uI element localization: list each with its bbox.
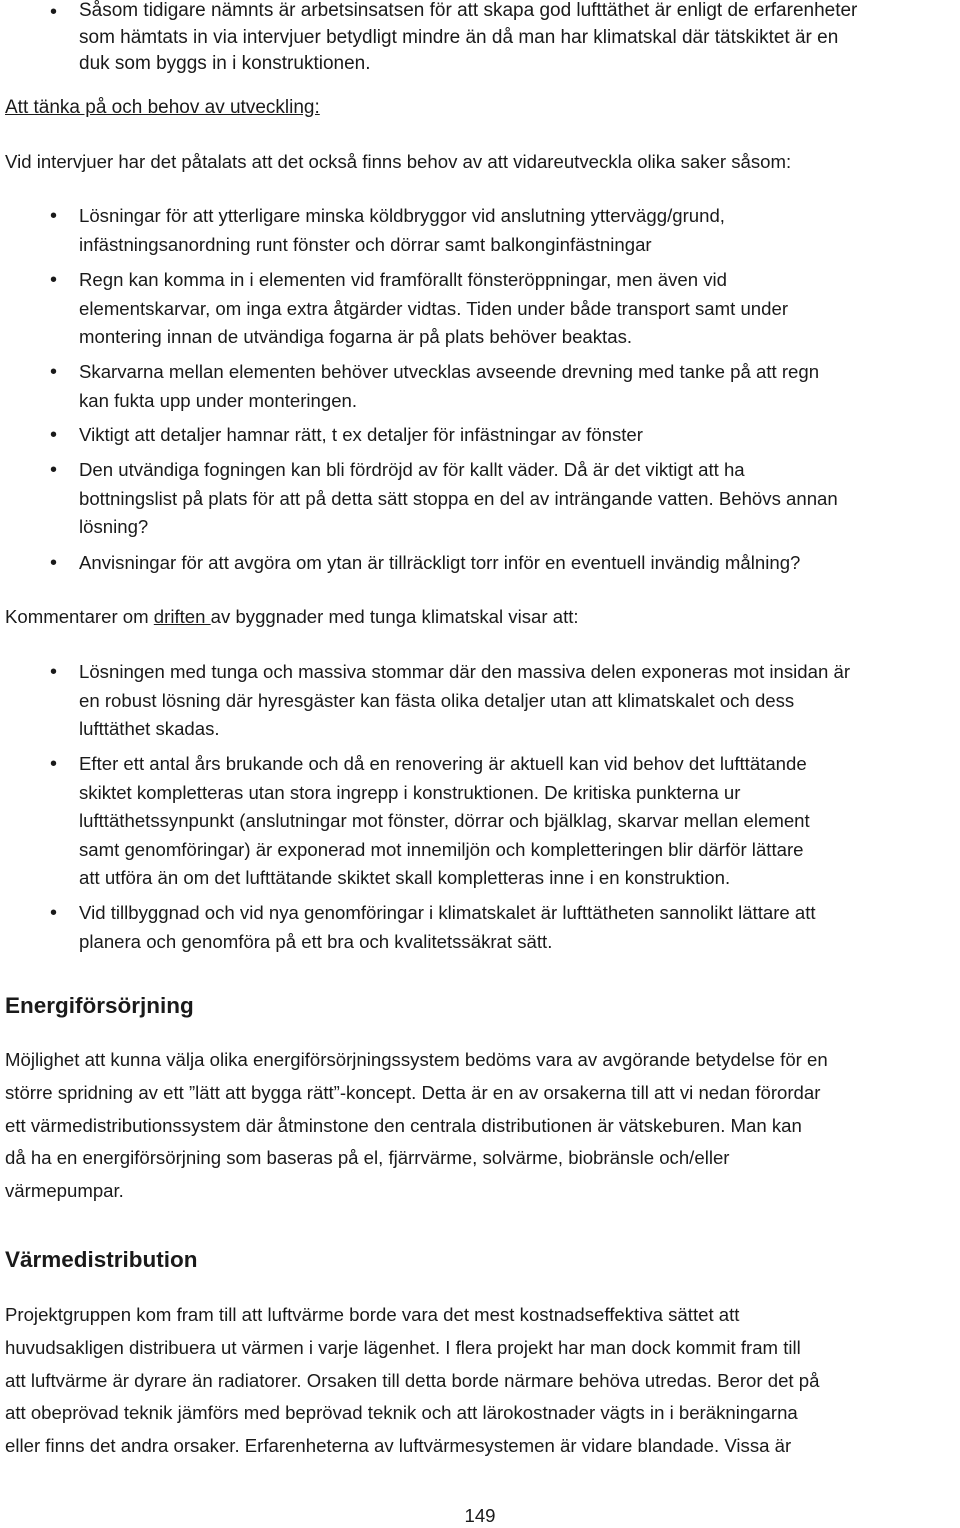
paragraph-line: Projektgruppen kom fram till att luftvärme borde vara det mest kostnadseffektiva sättet att [5, 1304, 740, 1325]
bullet-icon: • [50, 661, 58, 683]
paragraph-energi [5, 1044, 955, 1208]
paragraph-line: större spridning av ett ”lätt att bygga rätt”-koncept. Detta är en av orsakerna till att vi nedan förordar [5, 1081, 821, 1103]
bullet-icon: • [50, 753, 58, 775]
bullet-icon: • [50, 459, 58, 481]
bullet-line: Skarvarna mellan elementen behöver utvecklas avseende drevning med tanke på att regn [79, 361, 820, 382]
bullet-line: elementskarvar, om inga extra åtgärder vidtas. Tiden under både transport samt under [79, 297, 789, 319]
intro-text: Kommentarer om [5, 606, 154, 627]
bullet-line: bottningslist på plats för att på detta sätt stoppa en del av inträngande vatten. Behövs annan [79, 487, 838, 509]
intro-text: av byggnader med tunga klimatskal visar att: [210, 606, 579, 627]
bullet-line: lösning? [79, 516, 149, 537]
paragraph-line: värmepumpar. [5, 1180, 124, 1202]
bullet-icon: • [50, 424, 58, 446]
bullet-line: att utföra än om det lufttätande skiktet skall kompletteras inne i en konstruktion. [79, 867, 731, 888]
underlined-term: driften [153, 606, 211, 627]
bullet-icon: • [50, 205, 58, 227]
page-number: 149 [464, 1505, 496, 1526]
bullet-line: Anvisningar för att avgöra om ytan är tillräckligt torr inför en eventuell invändig målning? [79, 552, 801, 573]
bullet-line: planera och genomföra på ett bra och kvalitetssäkrat sätt. [79, 930, 553, 952]
intro-line: Såsom tidigare nämnts är arbetsinsatsen för att skapa god lufttäthet är enligt de erfarenheter [79, 0, 858, 21]
bullet-line: Viktigt att detaljer hamnar rätt, t ex detaljer för infästningar av fönster [79, 424, 643, 445]
paragraph-varme [5, 1299, 955, 1463]
bullet-line: Lösningar för att ytterligare minska köldbryggor vid anslutning yttervägg/grund, [79, 205, 725, 226]
paragraph-line: Möjlighet att kunna välja olika energiförsörjningssystem bedöms vara av avgörande betydelse för en [5, 1049, 828, 1070]
bullet-icon: • [50, 361, 58, 383]
bullet-line: skiktet kompletteras utan stora ingrepp i konstruktionen. De kritiska punkterna ur [79, 781, 741, 803]
section-heading-varme: Värmedistribution [5, 1247, 198, 1272]
intro-line: duk som byggs in i konstruktionen. [79, 53, 371, 74]
paragraph-line: att luftvärme är dyrare än radiatorer. Orsaken till detta borde närmare behöva utredas. Beror det på [5, 1369, 820, 1391]
bullet-line: Efter ett antal års brukande och då en renovering är aktuell kan vid behov det lufttätande [79, 753, 807, 774]
paragraph-line: då ha en energiförsörjning som baseras på el, fjärrvärme, solvärme, biobränsle och/eller [5, 1147, 730, 1169]
bullet-icon: • [50, 1, 58, 23]
paragraph-line: ett värmedistributionssystem där åtminstone den centrala distributionen är vätskeburen. Man kan [5, 1114, 802, 1136]
bullet-line: montering innan de utvändiga fogarna är på plats behöver beaktas. [79, 326, 633, 347]
paragraph-line: att obeprövad teknik jämförs med beprövad teknik och att lärokostnader vägts in i beräkningarna [5, 1402, 798, 1424]
section-heading-energi: Energiförsörjning [5, 993, 194, 1018]
bullet-icon: • [50, 552, 58, 574]
bullet-line: Regn kan komma in i elementen vid framförallt fönsteröppningar, men även vid [79, 269, 728, 290]
bullet-line: kan fukta upp under monteringen. [79, 389, 358, 411]
bullet-line: lufttäthetssynpunkt (anslutningar mot fönster, dörrar och bjälklag, skarvar mellan element [79, 810, 810, 831]
intro-line: som hämtats in via intervjuer betydligt mindre än då man har klimatskal där tätskiktet är en [79, 26, 839, 48]
bullet-line: Den utvändiga fogningen kan bli fördröjd av för kallt väder. Då är det viktigt att ha [79, 459, 745, 480]
bullet-icon: • [50, 269, 58, 291]
bullet-line: Vid tillbyggnad och vid nya genomföringar i klimatskalet är lufttätheten sannolikt lättare att [79, 902, 816, 923]
section-intro-utveckling: Vid intervjuer har det påtalats att det också finns behov av att vidareutveckla olika saker såsom: [5, 151, 792, 172]
bullet-line: en robust lösning där hyresgäster kan fästa olika detaljer utan att klimatskalet och dess [79, 689, 795, 711]
paragraph-line: huvudsakligen distribuera ut värmen i varje lägenhet. I flera projekt har man dock kommit fram till [5, 1336, 801, 1358]
bullet-line: samt genomföringar) är exponerad mot innemiljön och kompletteringen blir därför lättare [79, 838, 804, 860]
bullet-line: infästningsanordning runt fönster och dörrar samt balkonginfästningar [79, 233, 652, 255]
section-intro-driften [5, 604, 579, 630]
bullet-line: Lösningen med tunga och massiva stommar där den massiva delen exponeras mot insidan är [79, 661, 851, 682]
paragraph-line: eller finns det andra orsaker. Erfarenheterna av luftvärmesystemen är vidare blandade. Vissa är [5, 1435, 792, 1457]
bullet-line: lufttäthet skadas. [79, 718, 220, 739]
bullet-icon: • [50, 902, 58, 924]
section-heading-utveckling: Att tänka på och behov av utveckling: [5, 97, 320, 118]
